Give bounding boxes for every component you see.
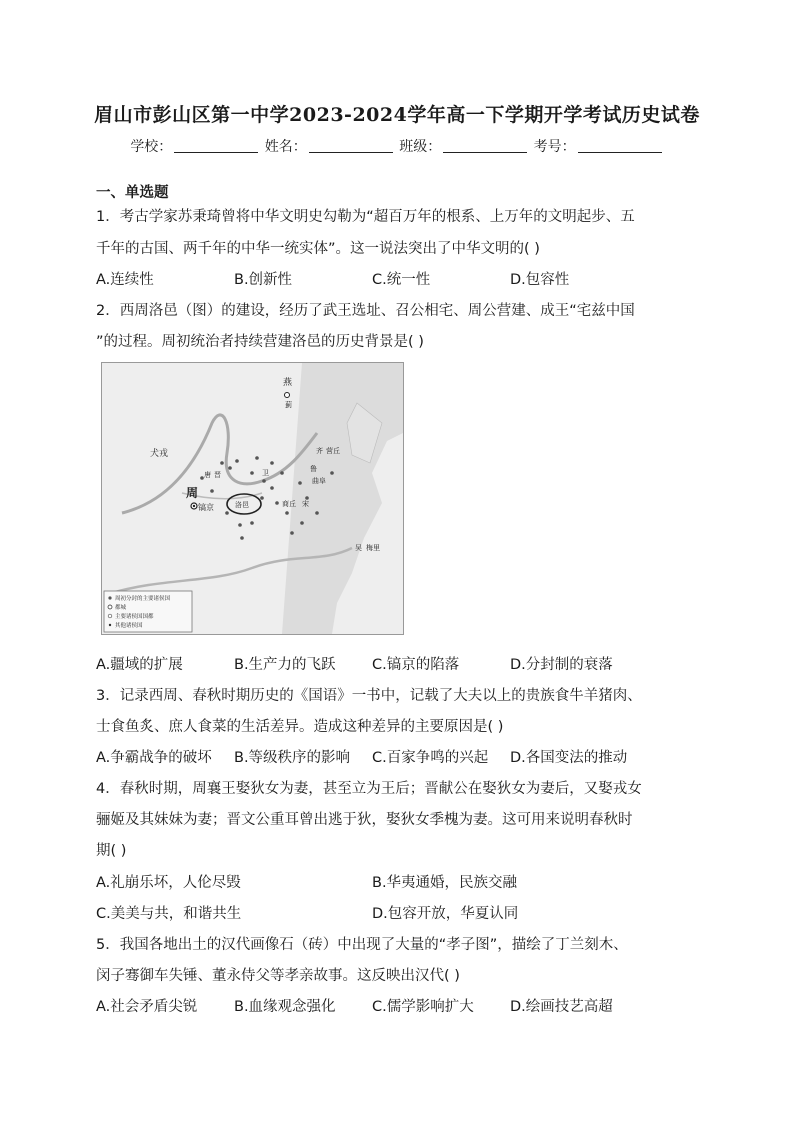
map-label-jin: 晋 — [214, 471, 221, 479]
section-heading: 一、单选题 — [96, 185, 169, 201]
q2-option-b[interactable]: B.生产力的飞跃 — [234, 657, 336, 673]
map-label-quanrong: 犬戎 — [150, 449, 169, 459]
q3-option-c[interactable]: C.百家争鸣的兴起 — [372, 750, 489, 766]
map-label-zhou: 周 — [186, 486, 199, 500]
legend-item-2: 都城 — [115, 605, 127, 611]
q4-option-d[interactable]: D.包容开放，华夏认同 — [372, 906, 519, 922]
q4-option-a[interactable]: A.礼崩乐坏，人伦尽毁 — [96, 875, 241, 891]
name-label: 姓名： — [264, 139, 307, 155]
q5-option-d[interactable]: D.绘画技艺高超 — [510, 999, 613, 1015]
map-label-song: 宋 — [302, 500, 309, 508]
class-blank[interactable] — [443, 152, 527, 153]
map-label-shangqiu: 商丘 — [282, 500, 296, 508]
q3-option-d[interactable]: D.各国变法的推动 — [510, 750, 628, 766]
q5-option-b[interactable]: B.血缘观念强化 — [234, 999, 336, 1015]
map-label-qufu: 曲阜 — [312, 477, 326, 485]
q4-stem-line1: 4．春秋时期，周襄王娶狄女为妻，甚至立为王后；晋献公在娶狄女为妻后，又娶戎女 — [96, 781, 642, 797]
q2-stem-line2: ”的过程。周初统治者持续营建洛邑的历史背景是( ) — [96, 334, 424, 350]
q1-option-b[interactable]: B.创新性 — [234, 272, 293, 288]
q3-stem-line2: 士食鱼炙、庶人食菜的生活差异。造成这种差异的主要原因是( ) — [96, 719, 504, 735]
number-label: 考号： — [533, 139, 576, 155]
q4-stem-line3: 期( ) — [96, 843, 127, 859]
q2-option-d[interactable]: D.分封制的衰落 — [510, 657, 613, 673]
map-label-tang: 唐 — [204, 471, 211, 479]
q4-option-c[interactable]: C.美美与共，和谐共生 — [96, 906, 242, 922]
q5-stem-line1: 5．我国各地出土的汉代画像石（砖）中出现了大量的“孝子图”，描绘了丁兰刻木、 — [96, 937, 628, 953]
q4-option-b[interactable]: B.华夷通婚，民族交融 — [372, 875, 518, 891]
q1-option-d[interactable]: D.包容性 — [510, 272, 570, 288]
map-label-wu: 吴 — [355, 544, 362, 552]
q4-stem-line2: 骊姬及其妹妹为妻；晋文公重耳曾出逃于狄，娶狄女季槐为妻。这可用来说明春秋时 — [96, 812, 633, 828]
q5-option-a[interactable]: A.社会矛盾尖锐 — [96, 999, 198, 1015]
legend-item-4: 其他诸侯国 — [115, 623, 143, 629]
q5-option-c[interactable]: C.儒学影响扩大 — [372, 999, 474, 1015]
map-label-ji: 蓟 — [285, 401, 292, 409]
map-label-yan: 燕 — [283, 378, 293, 388]
map-label-luoyi: 洛邑 — [235, 501, 249, 509]
map-label-wei: 卫 — [262, 469, 269, 477]
number-blank[interactable] — [578, 152, 662, 153]
q2-option-a[interactable]: A.疆域的扩展 — [96, 657, 183, 673]
map-label-yingqiu: 营丘 — [326, 447, 340, 455]
q1-stem-line2: 千年的古国、两千年的中华一统实体”。这一说法突出了中华文明的( ) — [96, 241, 540, 257]
q1-stem-line1: 1．考古学家苏秉琦曾将中华文明史勾勒为“超百万年的根系、上万年的文明起步、五 — [96, 209, 635, 225]
name-blank[interactable] — [309, 152, 393, 153]
q3-option-a[interactable]: A.争霸战争的破坏 — [96, 750, 212, 766]
q3-stem-line1: 3．记录西周、春秋时期历史的《国语》一书中，记载了大夫以上的贵族食牛羊猪肉、 — [96, 688, 642, 704]
q2-option-c[interactable]: C.镐京的陷落 — [372, 657, 460, 673]
page-title: 眉山市彭山区第一中学2023-2024学年高一下学期开学考试历史试卷 — [94, 104, 700, 126]
class-label: 班级： — [399, 139, 442, 155]
q2-stem-line1: 2．西周洛邑（图）的建设，经历了武王选址、召公相宅、周公营建、成王“宅兹中国 — [96, 303, 635, 319]
q3-option-b[interactable]: B.等级秩序的影响 — [234, 750, 351, 766]
map-label-lu: 鲁 — [310, 465, 317, 473]
school-blank[interactable] — [174, 152, 258, 153]
western-zhou-map — [101, 362, 404, 635]
q5-stem-line2: 闵子骞御车失锤、董永侍父等孝亲故事。这反映出汉代( ) — [96, 968, 460, 984]
legend-item-3: 主要诸侯国国都 — [115, 614, 154, 620]
map-label-qi: 齐 — [316, 447, 323, 455]
map-label-meili: 梅里 — [366, 544, 380, 552]
q1-option-a[interactable]: A.连续性 — [96, 272, 154, 288]
map-label-haojing: 镐京 — [198, 503, 214, 512]
school-label: 学校： — [130, 139, 173, 155]
q1-option-c[interactable]: C.统一性 — [372, 272, 431, 288]
student-info-line — [0, 136, 794, 156]
legend-item-1: 周初分封的主要诸侯国 — [115, 596, 171, 602]
